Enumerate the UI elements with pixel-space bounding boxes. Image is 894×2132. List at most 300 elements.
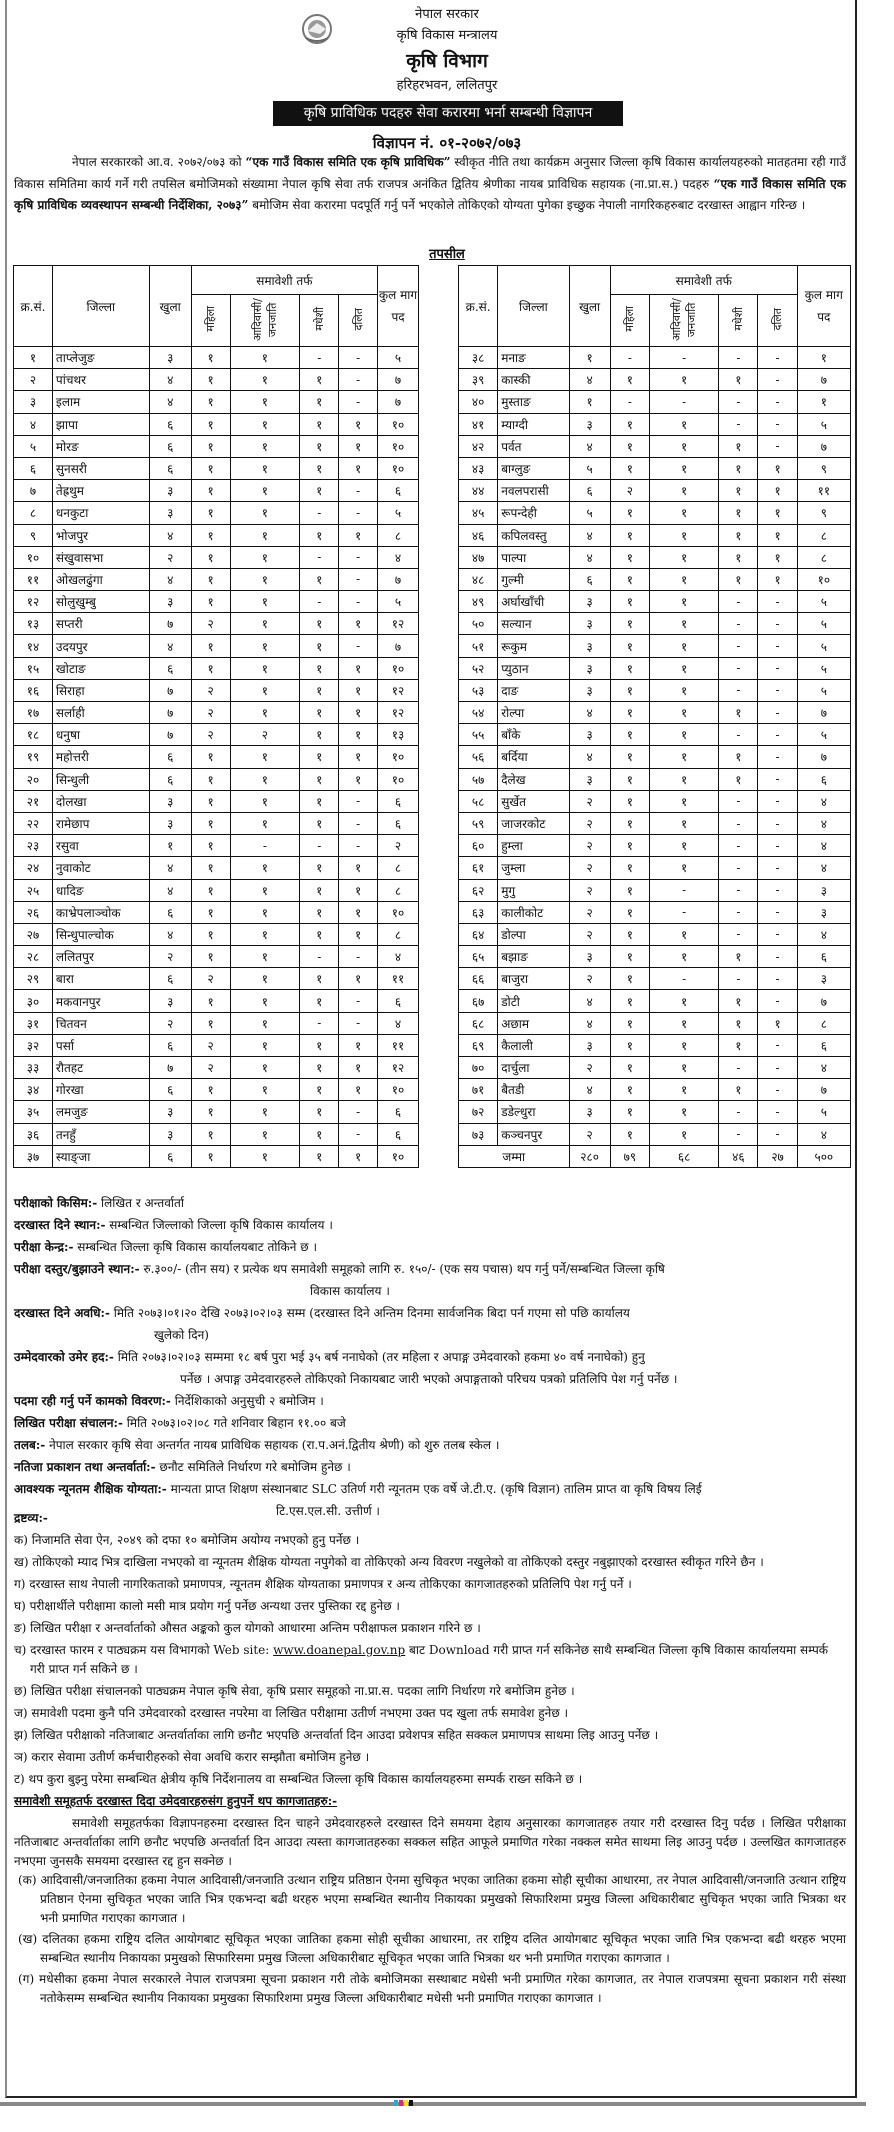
cell-women: १: [191, 546, 230, 568]
cell-women: १: [191, 480, 230, 502]
cell-women: १: [191, 812, 230, 834]
cell-women: १: [610, 635, 649, 657]
table-row: [459, 990, 851, 1012]
cell-janajati: १: [649, 1034, 718, 1056]
cell-women: १: [610, 702, 649, 724]
table-row: [459, 812, 851, 834]
cell-open: २: [569, 790, 610, 812]
cell-district: सर्लाही: [52, 702, 149, 724]
cell-dalit: -: [758, 724, 797, 746]
cell-sn: ६०: [459, 835, 498, 857]
cell-district: गोरखा: [52, 1079, 149, 1101]
cell-madhesi: १: [300, 879, 339, 901]
cell-district: झापा: [52, 413, 149, 435]
table-row: [459, 679, 851, 701]
cell-district: दैलेख: [498, 768, 569, 790]
cell-madhesi: १: [719, 990, 758, 1012]
cell-janajati: १: [230, 591, 300, 613]
cell-women: १: [610, 724, 649, 746]
detail-value: मिति २०७३।०१।२० देखि २०७३।०२।०३ सम्म (दरखास्त दिने अन्तिम दिनमा सार्वजनिक बिदा पर्न गएमा सो पछि कार्यालय: [109, 1306, 630, 1320]
cell-janajati: १: [649, 835, 718, 857]
cell-open: ३: [569, 1034, 610, 1056]
cell-total: १३: [378, 724, 419, 746]
cell-janajati: १: [649, 457, 718, 479]
cell-madhesi: १: [300, 657, 339, 679]
cell-madhesi: १: [719, 946, 758, 968]
cell-janajati: १: [230, 635, 300, 657]
cell-women: १: [610, 790, 649, 812]
cell-janajati: १: [230, 568, 300, 590]
schedule-title: तपसील: [429, 247, 465, 262]
cell-dalit: १: [339, 1079, 378, 1101]
district-table-right: [458, 265, 851, 1168]
cell-total: ८: [378, 857, 419, 879]
intro-text-1: नेपाल सरकारको आ.व. २०७२/०७३ को: [72, 155, 246, 169]
total-dalit: २७: [758, 1145, 797, 1167]
cell-total: ७: [378, 635, 419, 657]
cell-madhesi: -: [719, 879, 758, 901]
cell-sn: ४५: [459, 502, 498, 524]
cell-open: ३: [149, 1123, 191, 1145]
cell-district: म्याग्दी: [498, 413, 569, 435]
cell-dalit: १: [758, 457, 797, 479]
cell-women: १: [191, 502, 230, 524]
table-row: [14, 1034, 419, 1056]
cell-open: २: [569, 879, 610, 901]
cell-women: २: [610, 480, 649, 502]
cell-women: १: [610, 968, 649, 990]
cell-women: २: [191, 724, 230, 746]
cell-total: ४: [797, 1057, 850, 1079]
cell-dalit: -: [758, 946, 797, 968]
cell-women: १: [191, 635, 230, 657]
cell-total: ७: [797, 435, 850, 457]
cell-janajati: १: [649, 702, 718, 724]
header-government: नेपाल सरकार: [415, 7, 479, 22]
cell-madhesi: १: [300, 968, 339, 990]
cell-district: मनाङ: [498, 347, 569, 369]
cell-total: ११: [378, 1034, 419, 1056]
cell-district: अर्घाखाँची: [498, 591, 569, 613]
cell-madhesi: १: [300, 724, 339, 746]
cell-women: १: [610, 413, 649, 435]
cell-women: १: [191, 1123, 230, 1145]
cell-dalit: -: [758, 990, 797, 1012]
table-row: [14, 1057, 419, 1079]
cell-madhesi: -: [300, 591, 339, 613]
cell-open: २: [569, 857, 610, 879]
cell-madhesi: -: [719, 790, 758, 812]
cell-madhesi: -: [300, 546, 339, 568]
intro-paragraph: [14, 152, 846, 217]
cell-total: ४: [797, 812, 850, 834]
cell-sn: ६६: [459, 968, 498, 990]
cell-open: ४: [149, 369, 191, 391]
total-posts: ५००: [797, 1145, 850, 1167]
cell-open: ७: [149, 702, 191, 724]
note-item: ञ) करार सेवामा उतीर्ण कर्मचारीहरुको सेवा अवधि करार सम्झौता बमोजिम हुनेछ ।: [14, 1750, 370, 1764]
table-row: [14, 1079, 419, 1101]
cell-sn: ६८: [459, 1012, 498, 1034]
cell-open: ४: [569, 702, 610, 724]
cell-dalit: -: [758, 591, 797, 613]
cell-dalit: -: [339, 1012, 378, 1034]
inclusive-docs-paragraph: समावेशी समूहतर्फका विज्ञापनहरुमा दरखास्त दिन चाहने उमेदवारहरुले दरखास्त दिने समयमा देहाय अनुसारका कागजातहरु तयार गरी दरखास्त दिनु पर्दछ । लिखित परीक्षाका नतिजाबाट अन्तर्वार्ताका लागि छनौट भएपछि अन्तर्वार्ता दिन आउदा त्यस्ता कागजातहरुका सक्कल सहित आफूले प्रमाणित गरेका नक्कल समेत साथमा लिइ आउनु पर्दछ । उल्लखित कागजातहरु नभएमा जुनसकै समयमा दरखास्त रद्द हुन सक्नेछ ।: [14, 1816, 846, 1868]
cell-janajati: १: [230, 1012, 300, 1034]
cell-total: ४: [378, 546, 419, 568]
exam-details: [14, 1194, 846, 1524]
cell-women: १: [610, 613, 649, 635]
cell-open: ३: [569, 635, 610, 657]
cell-district: अछाम: [498, 1012, 569, 1034]
cell-district: बाग्लुङ: [498, 457, 569, 479]
cell-total: ३: [797, 879, 850, 901]
cell-open: ४: [569, 1079, 610, 1101]
cell-sn: २४: [14, 857, 53, 879]
cell-sn: ९: [14, 524, 53, 546]
cell-dalit: १: [339, 435, 378, 457]
cell-open: ३: [569, 591, 610, 613]
cell-women: १: [610, 1057, 649, 1079]
cell-total: १२: [378, 613, 419, 635]
cell-sn: ४१: [459, 413, 498, 435]
cell-sn: १६: [14, 679, 53, 701]
cell-madhesi: १: [719, 568, 758, 590]
cell-district: रूकुम: [498, 635, 569, 657]
cell-open: २: [569, 812, 610, 834]
cell-total: ७: [797, 702, 850, 724]
intro-policy-name: “एक गाउँ विकास समिति एक कृषि प्राविधिक”: [245, 155, 451, 169]
cell-janajati: १: [230, 946, 300, 968]
cell-women: १: [191, 413, 230, 435]
table-row: [459, 480, 851, 502]
cell-district: सोलुखुम्बु: [52, 591, 149, 613]
cell-total: १२: [378, 702, 419, 724]
cell-total: ५: [797, 724, 850, 746]
cell-district: रौतहट: [52, 1057, 149, 1079]
cell-dalit: -: [758, 857, 797, 879]
cell-madhesi: १: [719, 502, 758, 524]
cell-madhesi: -: [719, 812, 758, 834]
cell-total: १०: [378, 901, 419, 923]
col-janajati: आदिवासी/ जनजाति: [250, 297, 279, 341]
cell-sn: ४७: [459, 546, 498, 568]
table-row: [459, 1101, 851, 1123]
cell-open: ६: [149, 746, 191, 768]
cell-sn: ३५: [14, 1101, 53, 1123]
cell-total: ८: [797, 1012, 850, 1034]
cell-open: २: [149, 946, 191, 968]
cell-sn: ३०: [14, 990, 53, 1012]
cell-janajati: १: [649, 568, 718, 590]
cell-total: ३: [797, 968, 850, 990]
cell-sn: ३४: [14, 1079, 53, 1101]
cell-district: सप्तरी: [52, 613, 149, 635]
cell-women: १: [191, 347, 230, 369]
detail-label: पदमा रही गर्नु पर्ने कामको विवरण:-: [14, 1394, 171, 1408]
cell-total: १०: [378, 457, 419, 479]
cell-district: डडेल्धुरा: [498, 1101, 569, 1123]
cell-sn: १५: [14, 657, 53, 679]
cell-women: १: [191, 369, 230, 391]
cell-dalit: १: [339, 1057, 378, 1079]
cell-women: १: [610, 369, 649, 391]
cell-madhesi: -: [300, 835, 339, 857]
cell-open: २: [569, 835, 610, 857]
cell-dalit: -: [339, 812, 378, 834]
cell-dalit: -: [339, 480, 378, 502]
cell-janajati: १: [230, 1034, 300, 1056]
col-total: कुल माग पद: [797, 266, 850, 347]
cell-open: ४: [569, 524, 610, 546]
cell-dalit: -: [758, 413, 797, 435]
cell-women: १: [610, 879, 649, 901]
cell-janajati: १: [649, 635, 718, 657]
cell-total: ४: [797, 790, 850, 812]
intro-directive-name: “एक गाउँ विकास समिति एक कृषि प्राविधिक व्यवस्थापन सम्बन्धी निर्देशिका, २०७३”: [14, 176, 846, 212]
cell-total: १: [797, 391, 850, 413]
doa-website-link[interactable]: www.doanepal.gov.np: [273, 1643, 406, 1657]
table-row: [459, 1057, 851, 1079]
cell-women: १: [610, 568, 649, 590]
cell-janajati: १: [649, 724, 718, 746]
cell-dalit: -: [339, 790, 378, 812]
cell-sn: १७: [14, 702, 53, 724]
cell-madhesi: १: [300, 812, 339, 834]
cell-sn: ६१: [459, 857, 498, 879]
col-dalit: दलित: [351, 307, 365, 331]
cell-madhesi: १: [300, 613, 339, 635]
cell-total: १०: [378, 413, 419, 435]
cell-madhesi: -: [719, 613, 758, 635]
cell-janajati: १: [649, 812, 718, 834]
col-sn: क्र.सं.: [459, 266, 498, 347]
cell-sn: ५०: [459, 613, 498, 635]
cell-sn: ६३: [459, 901, 498, 923]
table-row: [459, 546, 851, 568]
detail-value: सम्बन्धित जिल्ला कृषि विकास कार्यालयबाट तोकिने छ ।: [73, 1240, 318, 1254]
table-row: [459, 857, 851, 879]
cell-total: ६: [378, 990, 419, 1012]
col-district: जिल्ला: [498, 266, 569, 347]
cell-dalit: १: [339, 768, 378, 790]
table-row: [459, 946, 851, 968]
cell-open: ३: [149, 812, 191, 834]
detail-value: नेपाल सरकार कृषि सेवा अन्तर्गत नायब प्राविधिक सहायक (रा.प.अनं.द्वितीय श्रेणी) को शुरु तलब स्केल ।: [45, 1438, 500, 1452]
cell-madhesi: -: [300, 1012, 339, 1034]
cell-women: १: [191, 879, 230, 901]
cell-madhesi: -: [719, 657, 758, 679]
cell-madhesi: -: [300, 347, 339, 369]
cell-madhesi: -: [719, 1101, 758, 1123]
cell-women: १: [191, 768, 230, 790]
col-women: महिला: [623, 306, 637, 332]
cell-madhesi: १: [719, 746, 758, 768]
cell-dalit: १: [758, 502, 797, 524]
cell-total: १२: [378, 1057, 419, 1079]
cell-janajati: १: [649, 768, 718, 790]
detail-value: मिति २०७३।०२।०८ गते शनिवार बिहान ११.०० बजे: [122, 1416, 346, 1430]
detail-label: दरखास्त दिने स्थान:-: [14, 1218, 106, 1232]
cell-district: इलाम: [52, 391, 149, 413]
cell-madhesi: -: [719, 724, 758, 746]
cell-madhesi: १: [300, 857, 339, 879]
table-row: [14, 724, 419, 746]
table-row: [459, 502, 851, 524]
cell-madhesi: १: [300, 391, 339, 413]
cell-total: ५: [797, 613, 850, 635]
cell-open: ३: [149, 480, 191, 502]
cell-janajati: २: [230, 724, 300, 746]
detail-value: निर्देशिकाको अनुसुची २ बमोजिम ।: [170, 1394, 324, 1408]
cell-total: ६: [797, 1034, 850, 1056]
intro-text-3: बमोजिम सेवा करारमा पदपूर्ति गर्नु पर्ने भएकोले तोकिएको योग्यता पुगेका इच्छुक नेपाली नागरिकहरुबाट दरखास्त आह्वान गरिन्छ ।: [248, 198, 806, 212]
cell-dalit: १: [339, 746, 378, 768]
cell-dalit: १: [339, 724, 378, 746]
table-row: [459, 879, 851, 901]
table-row: [459, 524, 851, 546]
cell-open: ५: [569, 502, 610, 524]
cell-dalit: -: [758, 968, 797, 990]
cell-total: १२: [378, 679, 419, 701]
cell-total: ५: [797, 679, 850, 701]
table-row: [459, 724, 851, 746]
cell-madhesi: १: [300, 635, 339, 657]
cell-dalit: -: [758, 702, 797, 724]
cell-madhesi: १: [300, 702, 339, 724]
cell-janajati: १: [230, 413, 300, 435]
detail-item: [14, 1436, 846, 1455]
table-row: [14, 613, 419, 635]
print-mark-cyan: [394, 2100, 398, 2106]
inclusive-docs-title: समावेशी समूहतर्फ दरखास्त दिदा उमेदवारहरुसंग हुनुपर्ने थप कागजातहरु:-: [14, 1794, 338, 1808]
detail-label: लिखित परीक्षा संचालन:-: [14, 1416, 123, 1430]
cell-women: १: [610, 457, 649, 479]
cell-madhesi: -: [719, 857, 758, 879]
cell-women: १: [191, 524, 230, 546]
cell-dalit: -: [339, 835, 378, 857]
cell-sn: ३८: [459, 347, 498, 369]
cell-open: ४: [149, 857, 191, 879]
cell-women: १: [191, 901, 230, 923]
cell-janajati: १: [230, 347, 300, 369]
cell-sn: ११: [14, 568, 53, 590]
detail-value: सम्बन्धित जिल्लाको जिल्ला कृषि विकास कार्यालय ।: [105, 1218, 333, 1232]
cell-dalit: -: [758, 369, 797, 391]
cell-sn: ४४: [459, 480, 498, 502]
detail-value-continued: पर्नेछ । अपाङ्ग उमेदवारहरुले तोकिएको निकायबाट जारी भएको अपाङ्गताको परिचय पत्रको प्रतिलिपि पेश गर्नु पर्नेछ ।: [180, 1372, 678, 1386]
table-row: [14, 857, 419, 879]
intro-text-2: स्वीकृत नीति तथा कार्यक्रम अनुसार जिल्ला कृषि विकास कार्यालयहरुको मातहतमा रही गाउँ विकास समितिमा कार्य गर्ने गरी तपसिल बमोजिमको संख्यामा नेपाल कृषि सेवा तर्फ राजपत्र अनंकित द्वितिय श्रेणीका नायब प्राविधिक सहायक (ना.प्रा.स.) पदहरु: [14, 155, 846, 191]
cell-janajati: १: [230, 524, 300, 546]
table-row: [14, 413, 419, 435]
cell-dalit: १: [339, 679, 378, 701]
cell-total: ७: [378, 369, 419, 391]
cell-district: खोटाङ: [52, 657, 149, 679]
cell-total: ४: [378, 946, 419, 968]
cell-women: १: [610, 502, 649, 524]
cell-janajati: १: [649, 1057, 718, 1079]
cell-district: कैलाली: [498, 1034, 569, 1056]
cell-open: ७: [149, 724, 191, 746]
table-row: [459, 435, 851, 457]
cell-sn: ३१: [14, 1012, 53, 1034]
cell-dalit: १: [339, 857, 378, 879]
cell-madhesi: १: [719, 1079, 758, 1101]
cell-women: १: [610, 1123, 649, 1145]
cell-madhesi: १: [300, 568, 339, 590]
cell-madhesi: -: [719, 413, 758, 435]
cell-janajati: -: [649, 879, 718, 901]
cell-dalit: -: [339, 391, 378, 413]
cell-women: १: [610, 835, 649, 857]
cell-open: ६: [149, 657, 191, 679]
cell-dalit: -: [758, 812, 797, 834]
cell-dalit: १: [339, 413, 378, 435]
cell-district: कालीकोट: [498, 901, 569, 923]
table-row: [459, 613, 851, 635]
cell-district: प्युठान: [498, 657, 569, 679]
table-row: [14, 457, 419, 479]
cell-madhesi: १: [300, 1101, 339, 1123]
cell-sn: ४९: [459, 591, 498, 613]
cell-dalit: -: [758, 1057, 797, 1079]
table-row: [459, 702, 851, 724]
cell-open: ६: [569, 568, 610, 590]
cell-open: ३: [569, 1101, 610, 1123]
cell-district: बारा: [52, 968, 149, 990]
cell-women: २: [191, 679, 230, 701]
table-row: [14, 746, 419, 768]
cell-janajati: १: [230, 790, 300, 812]
cell-dalit: १: [339, 1034, 378, 1056]
cell-district: रोल्पा: [498, 702, 569, 724]
cell-dalit: -: [339, 1123, 378, 1145]
table-row: [14, 391, 419, 413]
table-row: [14, 347, 419, 369]
cell-women: १: [191, 857, 230, 879]
cell-janajati: १: [649, 657, 718, 679]
table-row: [459, 746, 851, 768]
cell-sn: ३२: [14, 1034, 53, 1056]
total-women: ७९: [610, 1145, 649, 1167]
cell-sn: २: [14, 369, 53, 391]
table-row: [14, 502, 419, 524]
cell-total: ७: [797, 1079, 850, 1101]
cell-madhesi: -: [719, 635, 758, 657]
detail-value: मान्यता प्राप्त शिक्षण संस्थानबाट SLC उतिर्ण गरी न्यूनतम एक वर्षे जे.टी.ए. (कृषि विज्ञान) तालिम प्राप्त वा कृषि विषय लिई: [166, 1482, 702, 1496]
cell-madhesi: १: [719, 435, 758, 457]
cell-open: ४: [149, 391, 191, 413]
cell-total: ६: [378, 1101, 419, 1123]
cell-janajati: १: [230, 968, 300, 990]
table-row: [459, 835, 851, 857]
cell-women: १: [610, 546, 649, 568]
cell-dalit: -: [758, 923, 797, 945]
page-bottom-rule: [0, 2102, 866, 2106]
cell-dalit: -: [758, 835, 797, 857]
note-item: ज) समावेशी पदमा कुनै पनि उमेदवारको दरखास्त नपरेमा वा लिखित परीक्षामा उतीर्ण नभएमा उक्त पद खुला तर्फ समावेश हुनेछ ।: [14, 1706, 569, 1720]
cell-district: सिन्धुपाल्चोक: [52, 923, 149, 945]
total-madhesi: ४६: [719, 1145, 758, 1167]
table-row: [14, 790, 419, 812]
cell-total: ५: [797, 591, 850, 613]
cell-open: ६: [149, 968, 191, 990]
cell-sn: ७१: [459, 1079, 498, 1101]
cell-district: रूपन्देही: [498, 502, 569, 524]
cell-women: १: [610, 901, 649, 923]
cell-madhesi: १: [300, 1057, 339, 1079]
